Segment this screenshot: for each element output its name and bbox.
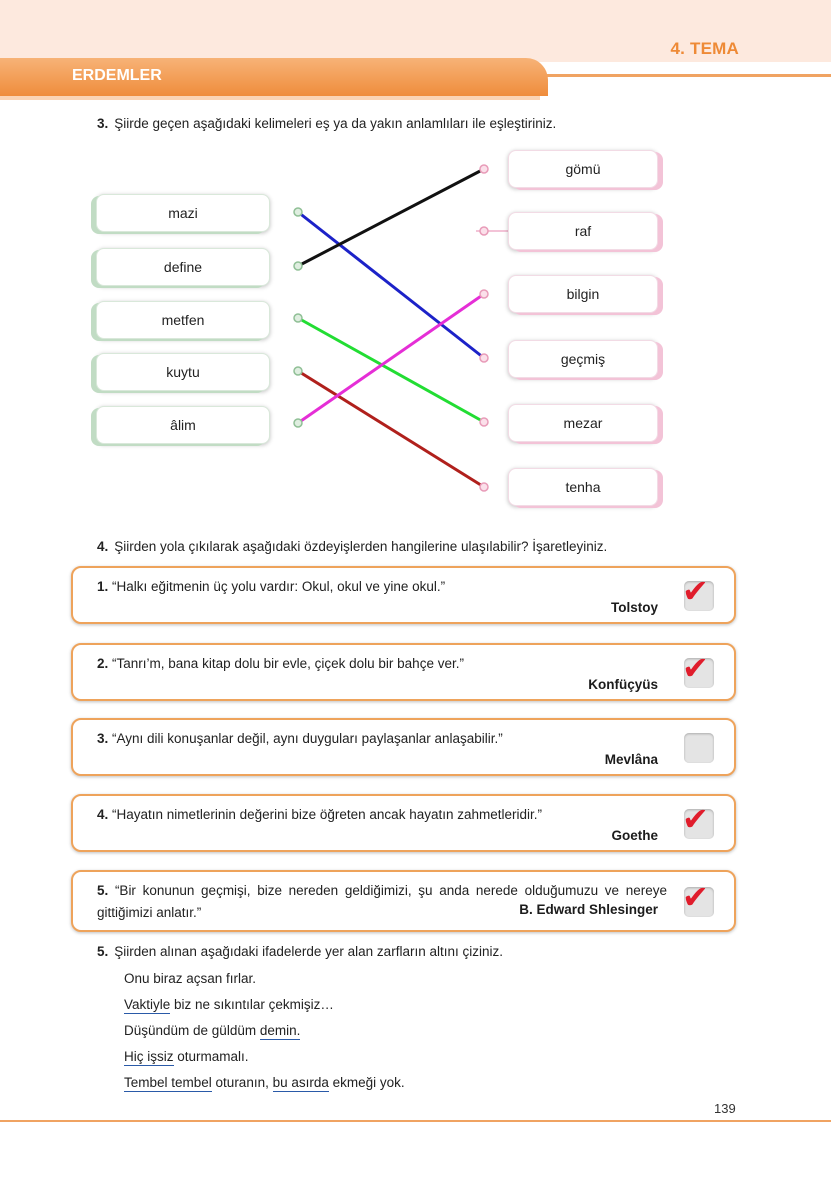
sentence-5-mid: oturanın,	[211, 1075, 273, 1090]
left-word-alim[interactable]: âlim	[96, 406, 270, 444]
left-connector-dot-1[interactable]	[294, 208, 302, 216]
connection-line-3	[298, 318, 484, 422]
quote-author-2: Konfüçyüs	[588, 677, 658, 692]
sentence-5-rest: ekmeği yok.	[328, 1075, 405, 1090]
sentence-4-rest: oturmamalı.	[173, 1049, 249, 1064]
quote-content-4: “Hayatın nimetlerinin değerini bize öğreten ancak hayatın zahmetleridir.”	[112, 807, 543, 822]
right-connector-dot-6[interactable]	[480, 483, 488, 491]
sentence-2	[124, 997, 334, 1012]
left-word-define[interactable]: define	[96, 248, 270, 286]
question-4-number: 4.	[97, 539, 109, 554]
right-word-gomu[interactable]: gömü	[508, 150, 658, 188]
check-mark-icon: ✔	[682, 649, 709, 687]
right-word-tenha[interactable]: tenha	[508, 468, 658, 506]
left-connector-dot-5[interactable]	[294, 419, 302, 427]
quote-number-2: 2.	[97, 656, 109, 671]
left-connector-dot-3[interactable]	[294, 314, 302, 322]
connection-line-5	[298, 294, 484, 423]
right-connector-dot-1[interactable]	[480, 165, 488, 173]
unit-title: ERDEMLER	[72, 67, 162, 84]
left-connector-dot-2[interactable]	[294, 262, 302, 270]
quote-checkbox-5[interactable]	[682, 878, 714, 917]
quote-text-4	[97, 804, 667, 826]
quote-card-2	[71, 643, 736, 701]
check-mark-icon: ✔	[682, 572, 709, 610]
adverb-underline: Tembel tembel	[124, 1075, 212, 1090]
connection-line-1	[298, 212, 484, 358]
adverb-underline: bu asırda	[272, 1075, 329, 1090]
page-number: 139	[714, 1101, 736, 1116]
right-word-gecmis[interactable]: geçmiş	[508, 340, 658, 378]
right-word-bilgin[interactable]: bilgin	[508, 275, 658, 313]
left-connector-dot-4[interactable]	[294, 367, 302, 375]
quote-content-1: “Halkı eğitmenin üç yolu vardır: Okul, okul ve yine okul.”	[112, 579, 446, 594]
quote-checkbox-1[interactable]	[682, 572, 714, 611]
right-connector-dot-5[interactable]	[480, 418, 488, 426]
footer-rule	[0, 1120, 831, 1122]
quote-card-3	[71, 718, 736, 776]
quote-card-4	[71, 794, 736, 852]
quote-checkbox-4[interactable]	[682, 800, 714, 839]
right-connector-dot-4[interactable]	[480, 354, 488, 362]
question-5-text: Şiirden alınan aşağıdaki ifadelerde yer alan zarfların altını çiziniz.	[114, 944, 503, 959]
connection-line-4	[298, 371, 484, 487]
quote-text-3	[97, 728, 667, 750]
sentence-1: Onu biraz açsan fırlar.	[124, 971, 257, 986]
question-4-text: Şiirden yola çıkılarak aşağıdaki özdeyişlerden hangilerine ulaşılabilir? İşaretleyiniz.	[114, 539, 608, 554]
check-mark-icon: ✔	[682, 878, 709, 916]
check-mark-icon: ✔	[682, 800, 709, 838]
quote-number-3: 3.	[97, 731, 109, 746]
quote-checkbox-2[interactable]	[682, 649, 714, 688]
quote-number-1: 1.	[97, 579, 109, 594]
quote-author-5: B. Edward Shlesinger	[519, 902, 658, 917]
left-word-mazi[interactable]: mazi	[96, 194, 270, 232]
quote-content-5: “Bir konunun geçmişi, bize nereden geldiğimizi, şu anda nerede olduğumuzu ve nereye gittiğimizi anlatır.”	[97, 883, 667, 920]
quote-author-1: Tolstoy	[611, 600, 658, 615]
question-3-text: Şiirde geçen aşağıdaki kelimeleri eş ya da yakın anlamlıları ile eşleştiriniz.	[114, 116, 557, 131]
quote-text-1	[97, 576, 667, 598]
quote-author-4: Goethe	[611, 828, 658, 843]
connection-line-2	[298, 169, 484, 266]
right-word-raf[interactable]: raf	[508, 212, 658, 250]
theme-label: 4. TEMA	[670, 39, 739, 58]
quote-text-2	[97, 653, 667, 675]
question-4	[97, 539, 607, 554]
right-word-mezar[interactable]: mezar	[508, 404, 658, 442]
left-word-metfen[interactable]: metfen	[96, 301, 270, 339]
quote-checkbox-3[interactable]	[684, 733, 714, 763]
adverb-underline: Vaktiyle	[124, 997, 171, 1012]
quote-card-1	[71, 566, 736, 624]
quote-content-3: “Aynı dili konuşanlar değil, aynı duyguları paylaşanlar anlaşabilir.”	[112, 731, 503, 746]
quote-card-5	[71, 870, 736, 932]
adverb-underline: Hiç işsiz	[124, 1049, 174, 1064]
sentence-4	[124, 1049, 249, 1064]
sentence-3	[124, 1023, 300, 1038]
quote-content-2: “Tanrı’m, bana kitap dolu bir evle, çiçek dolu bir bahçe ver.”	[112, 656, 464, 671]
question-3-number: 3.	[97, 116, 109, 131]
question-5-number: 5.	[97, 944, 109, 959]
right-connector-dot-2[interactable]	[480, 227, 488, 235]
right-connector-dot-3[interactable]	[480, 290, 488, 298]
sentence-5	[124, 1075, 405, 1090]
quote-number-5: 5.	[97, 883, 109, 898]
question-5	[97, 944, 503, 959]
sentence-2-rest: biz ne sıkıntılar çekmişiz…	[170, 997, 334, 1012]
quote-number-4: 4.	[97, 807, 109, 822]
quote-author-3: Mevlâna	[604, 752, 658, 767]
adverb-underline: demin.	[259, 1023, 301, 1038]
left-word-kuytu[interactable]: kuytu	[96, 353, 270, 391]
sentence-3-pre: Düşündüm de güldüm	[124, 1023, 260, 1038]
